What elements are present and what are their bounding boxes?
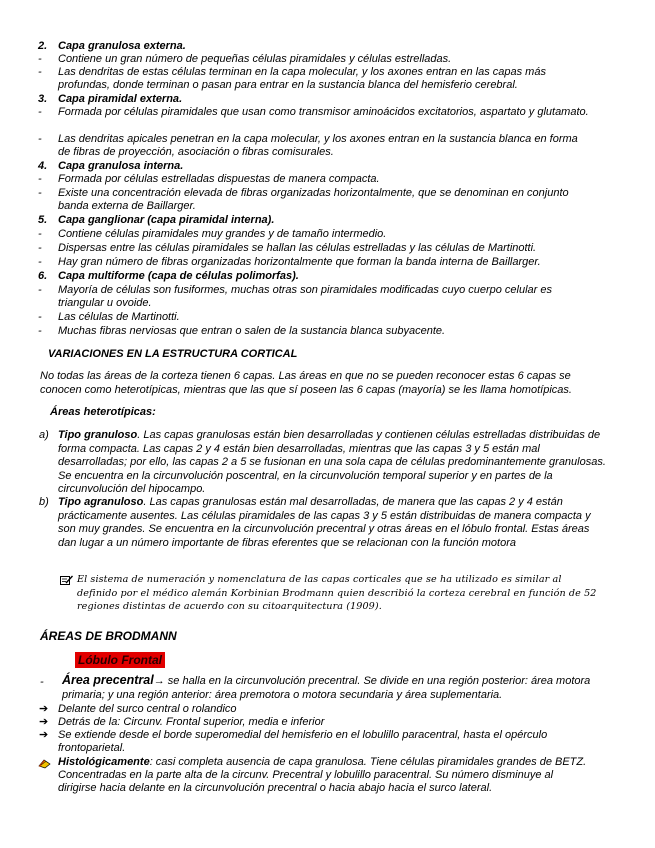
section-heading: ÁREAS DE BRODMANN [40, 629, 177, 643]
arrow-right-icon: ➔ [39, 716, 49, 728]
layer-number: 6. [38, 270, 48, 282]
book-icon [38, 757, 51, 769]
list-item: Las dendritas apicales penetran en la capa molecular, y los axones entran en la sustancia blanca en forma de fibras de proyección, asociación o fibras comisurales. [58, 133, 578, 158]
note-paragraph: El sistema de numeración y nomenclatura de las capas corticales que se ha utilizado es similar al definido por el médico alemán Korbinian Brodmann quien describió la corteza cerebral en función de 52 regiones distintas de acuerdo con su citoarquitectura (1909). [77, 574, 597, 612]
bullet-dash: - [38, 228, 42, 240]
list-item: Formada por células estrelladas dispuestas de manera compacta. [58, 173, 380, 185]
arrow-right-icon: ➔ [39, 729, 49, 741]
arrow-right-icon: ➔ [39, 703, 49, 715]
area-term: Área precentral [62, 673, 154, 687]
layer-title: Capa ganglionar (capa piramidal interna). [58, 214, 275, 226]
bullet-dash: - [38, 133, 42, 145]
subheading: Áreas heterotípicas: [50, 406, 156, 418]
item-letter: a) [39, 429, 49, 441]
list-item: Delante del surco central o rolandico [58, 703, 237, 715]
layer-title: Capa multiforme (capa de células polimorfas). [58, 270, 299, 282]
bullet-dash: - [38, 53, 42, 65]
section-heading: VARIACIONES EN LA ESTRUCTURA CORTICAL [48, 348, 298, 360]
bullet-dash: - [38, 325, 42, 337]
list-item: Mayoría de células son fusiformes, muchas otras son piramidales modificadas cuyo cuerpo celular es triangular u ovoide. [58, 284, 553, 309]
layer-number: 2. [38, 40, 48, 52]
list-item: Muchas fibras nerviosas que entran o salen de la sustancia blanca subyacente. [58, 325, 446, 337]
item-term: Tipo granuloso [58, 429, 138, 441]
list-item: Contiene un gran número de pequeñas células piramidales y células estrelladas. [58, 53, 452, 65]
bullet-dash: - [38, 242, 42, 254]
bullet-dash: - [38, 284, 42, 296]
list-item: Se extiende desde el borde superomedial del hemisferio en el lobulillo paracentral, hasta el opérculo frontoparietal. [58, 729, 548, 754]
bullet-dash: - [38, 187, 42, 199]
bullet-dash: - [38, 173, 42, 185]
list-item: Histológicamente: casi completa ausencia de capa granulosa. Tiene células piramidales grandes de BETZ. Concentradas en la parte alta de la circunv. Precentral y lobulillo paracentral. Su número disminuye al dirigirse hacia delante en la circunvolución precentral o hacia abajo hacia el surco lateral. [58, 756, 587, 794]
layer-number: 5. [38, 214, 48, 226]
list-item: Las células de Martinotti. [58, 311, 180, 323]
bullet-dash: - [38, 106, 42, 118]
list-item: Detrás de la: Circunv. Frontal superior, media e inferior [58, 716, 325, 728]
bullet-dash: - [38, 66, 42, 78]
layer-title: Capa granulosa externa. [58, 40, 186, 52]
list-item: Dispersas entre las células piramidales se hallan las células estrelladas y las células de Martinotti. [58, 242, 537, 254]
layer-number: 3. [38, 93, 48, 105]
intro-paragraph: No todas las áreas de la corteza tienen 6 capas. Las áreas en que no se pueden reconocer estas 6 capas se conocen como heterotípicas, mientras que las que sí poseen las 6 capas (mayoría) se les llama homotípicas. [40, 370, 572, 396]
bullet-dash: - [38, 311, 42, 323]
item-term: Tipo agranuloso [58, 496, 144, 508]
histology-term: Histológicamente [58, 756, 150, 768]
list-item: Tipo agranuloso. Las capas granulosas están mal desarrolladas, de manera que las capas 2 y 4 están prácticamente ausentes. Las células piramidales de las capas 3 y 5 están distribuidas de manera compacta y son muy grandes. Se encuentra en la circunvolución precentral y otras áreas en el lóbulo frontal. Estas áreas dan lugar a un número importante de fibras eferentes que se relacionan con la función motora [58, 496, 591, 549]
list-item: Existe una concentración elevada de fibras organizadas horizontalmente, que se denominan en conjunto banda externa de Baillarger. [58, 187, 569, 212]
lobe-label: Lóbulo Frontal [75, 652, 165, 668]
layer-number: 4. [38, 160, 48, 172]
bullet-dash: - [38, 256, 42, 268]
bullet-dash: - [40, 676, 44, 688]
list-item: Formada por células piramidales que usan como transmisor aminoácidos excitatorios, aspartato y glutamato. [58, 106, 589, 118]
layer-title: Capa granulosa interna. [58, 160, 184, 172]
list-item: Tipo granuloso. Las capas granulosas están bien desarrolladas y contienen células estrelladas distribuidas de forma compacta. Las capas 2 y 4 están bien desarrolladas, mientras que las capas 3 y 5 están mal desarrolladas; por ello, las capas 2 a 5 se fusionan en una sola capa de células predominantemente granulosas. Se encuentra en la circunvolución poscentral, en la circunvolución temporal superior y en partes de la circunvolución del hipocampo. [58, 429, 606, 495]
list-item: Las dendritas de estas células terminan en la capa molecular, y los axones entran en las capas más profundas, donde terminan o pasan para entrar en la sustancia blanca del hemisferio cerebral. [58, 66, 546, 91]
list-item: Hay gran número de fibras organizadas horizontalmente que forman la banda interna de Baillarger. [58, 256, 541, 268]
list-item: Área precentral→ se halla en la circunvolución precentral. Se divide en una región posterior: área motora primaria; y una región anterior: área premotora o motora secundaria y área suplementaria. [62, 673, 591, 701]
item-letter: b) [39, 496, 49, 508]
layer-title: Capa piramidal externa. [58, 93, 183, 105]
list-item: Contiene células piramidales muy grandes y de tamaño intermedio. [58, 228, 387, 240]
pen-writing-icon [60, 575, 73, 586]
